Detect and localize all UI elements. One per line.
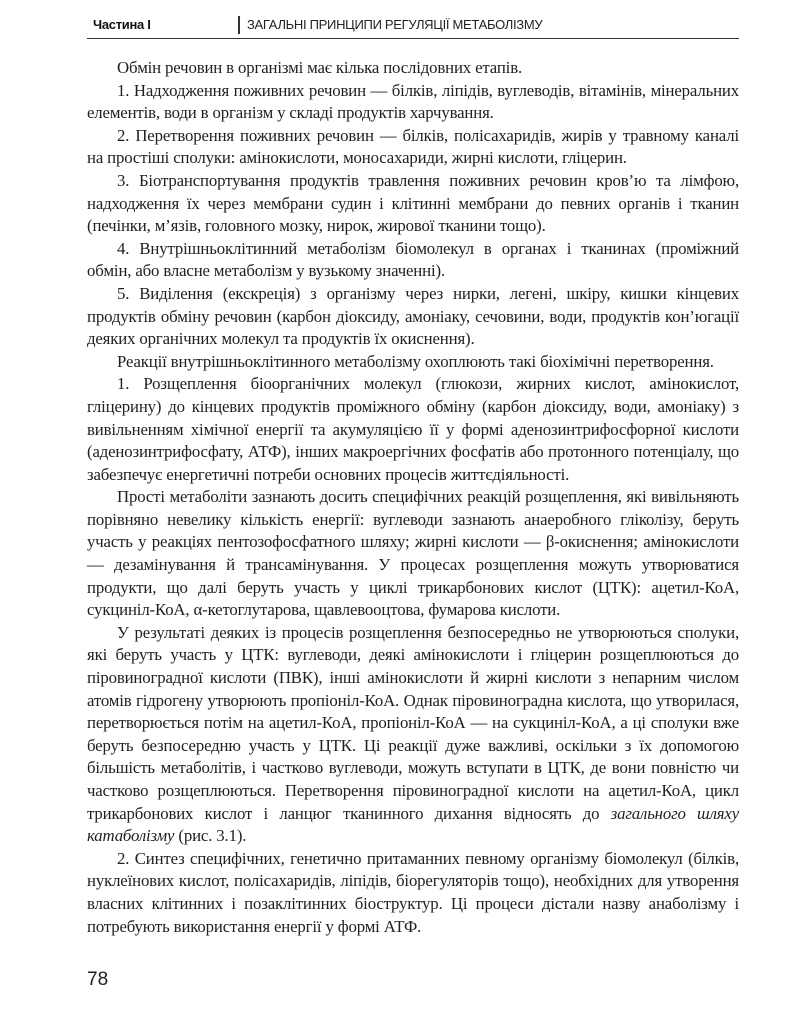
paragraph-text: Прості метаболіти зазнають досить специфічних реакцій розщеплення, які вивільняють порівняно невелику кількість енергії: вуглеводи зазнають анаеробного гліколізу, беруть участь у реакціях пентозофосфатного шляху; жирні кислоти — β-окиснення; амінокислоти — дезамінування й трансамінування. У процесах розщеплення можуть утворюватися продукти, що далі беруть участь у циклі трикарбонових кислот (ЦТК): ацетил-КоА, сукциніл-КоА, α-кетоглутарова, щавлевооцтова, фумарова кислоти. — [87, 487, 739, 620]
header-divider — [238, 16, 240, 34]
paragraph-text: Реакції внутрішньоклітинного метаболізму охоплюють такі біохімічні перетворення. — [117, 351, 714, 371]
body-text — [87, 57, 739, 938]
paragraph-11 — [87, 848, 739, 938]
paragraph-10 — [87, 622, 739, 848]
figure-reference: (рис. 3.1). — [174, 826, 247, 846]
paragraph-text: 4. Внутрішньоклітинний метаболізм біомолекул в органах і тканинах (проміжний обмін, або власне метаболізм у вузькому значенні). — [87, 238, 739, 281]
paragraph-1 — [87, 57, 739, 80]
paragraph-6 — [87, 283, 739, 351]
paragraph-2 — [87, 80, 739, 125]
paragraph-text: 1. Надходження поживних речовин — білків, ліпідів, вуглеводів, вітамінів, мінеральних елементів, води в організм у складі продуктів харчування. — [87, 80, 739, 123]
paragraph-9 — [87, 486, 739, 622]
paragraph-7 — [87, 351, 739, 374]
paragraph-5 — [87, 238, 739, 283]
paragraph-8 — [87, 373, 739, 486]
paragraph-text: 3. Біотранспортування продуктів травлення поживних речовин кров’ю та лімфою, надходження їх через мембрани судин і клітинні мембрани до певних органів і тканин (печінки, м’язів, головного мозку, нирок, жирової тканини тощо). — [87, 170, 739, 236]
section-title: ЗАГАЛЬНІ ПРИНЦИПИ РЕГУЛЯЦІЇ МЕТАБОЛІЗМУ — [247, 17, 543, 32]
paragraph-3 — [87, 125, 739, 170]
paragraph-text: Обмін речовин в організмі має кілька послідовних етапів. — [117, 58, 523, 77]
paragraph-text: 2. Синтез специфічних, генетично притаманних певному організму біомолекул (білків, нуклеїнових кислот, полісахаридів, ліпідів, біорегуляторів тощо), необхідних для утворення власних клітинних і позаклітинних біоструктур. Ці процеси дістали назву анаболізму і потребують використання енергії у формі АТФ. — [87, 848, 739, 936]
emphasis-term: загального шляху катаболізму — [87, 803, 739, 846]
page-number: 78 — [87, 969, 109, 990]
paragraph-text: 1. Розщеплення біоорганічних молекул (глюкози, жирних кислот, амінокислот, гліцерину) до кінцевих продуктів проміжного обміну (карбон діоксиду, води, амоніаку) з вивільненням хімічної енергії та акумуляцією її у формі аденозинтрифосфорної кислоти (аденозинтрифосфату, АТФ), інших макроергічних фосфатів або протонного потенціалу, що забезпечує енергетичні потреби основних процесів життєдіяльності. — [87, 374, 739, 484]
paragraph-text: 5. Виділення (екскреція) з організму через нирки, легені, шкіру, кишки кінцевих продуктів обміну речовин (карбон діоксиду, амоніаку, сечовини, води, продуктів кон’югації деяких органічних молекул та продуктів їх окиснення). — [87, 283, 739, 349]
paragraph-text: 2. Перетворення поживних речовин — білків, полісахаридів, жирів у травному каналі на простіші сполуки: амінокислоти, моносахариди, жирні кислоти, гліцерин. — [87, 125, 739, 168]
running-header — [87, 14, 739, 39]
paragraph-4 — [87, 170, 739, 238]
part-label: Частина I — [93, 17, 151, 32]
paragraph-text: У результаті деяких із процесів розщеплення безпосередньо не утворюються сполуки, які беруть участь у ЦТК: вуглеводи, деякі амінокислоти і гліцерин розщеплюються до піровиноградної кислоти (ПВК), інші амінокислоти й жирні кислоти з непарним числом атомів гідрогену утворюють пропіоніл-КоА. Однак піровиноградна кислота, що утворилася, перетворюється потім на ацетил-КоА, пропіоніл-КоА — на сукциніл-КоА, а ці сполуки вже беруть безпосередню участь у ЦТК. Ці реакції дуже важливі, оскільки з їх допомогою більшість метаболітів, і частково вуглеводи, можуть вступати в ЦТК, де вони повністю чи частково розщеплюються. Перетворення піровиноградної кислоти на ацетил-КоА, цикл трикарбонових кислот і ланцюг тканинного дихання відносять до — [87, 622, 739, 823]
